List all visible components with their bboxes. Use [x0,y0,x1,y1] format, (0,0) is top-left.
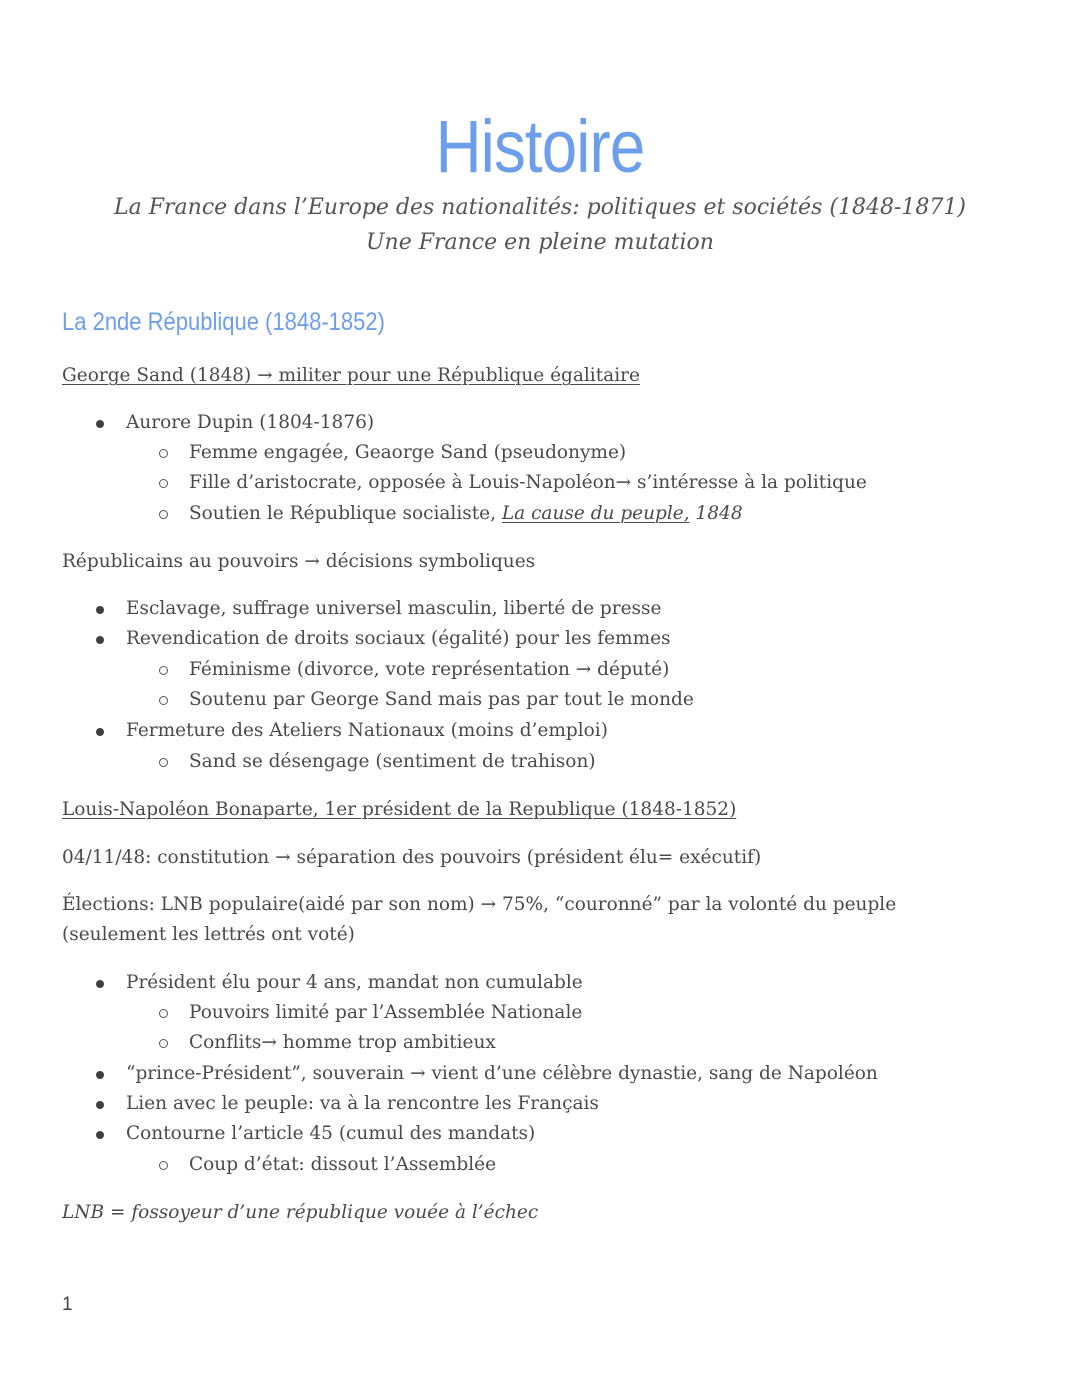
bullet-dot [96,606,104,614]
list-item: Femme engagée, Geaorge Sand (pseudonyme) [189,442,627,463]
document-title: Histoire [435,105,645,188]
sub-bullet-circle [159,449,168,458]
sub-bullet-circle [159,1009,168,1018]
bullet-dot [96,980,104,988]
bullet-dot [96,1131,104,1139]
subheading-republicains: Républicains au pouvoirs → décisions symboliques [62,551,536,572]
list-item: Président élu pour 4 ans, mandat non cumulable [126,972,583,993]
list-item: Fermeture des Ateliers Nationaux (moins d’emploi) [126,720,608,741]
section-heading: La 2nde République (1848-1852) [62,308,385,336]
sub-bullet-circle [159,1039,168,1048]
document-subtitle-secondary: Une France en pleine mutation [366,230,714,255]
subheading-george-sand: George Sand (1848) → militer pour une République égalitaire [62,365,640,386]
document-subtitle: La France dans l’Europe des nationalités: politiques et sociétés (1848-1871) [114,195,966,220]
list-item: Esclavage, suffrage universel masculin, liberté de presse [126,598,662,619]
sub-bullet-circle [159,666,168,675]
page-number: 1 [62,1294,73,1315]
sub-bullet-circle [159,758,168,767]
list-item: Contourne l’article 45 (cumul des mandats) [126,1123,536,1144]
bullet-dot [96,636,104,644]
list-item: Coup d’état: dissout l’Assemblée [189,1154,497,1175]
work-title: La cause du peuple, [501,503,690,524]
sub-bullet-circle [159,696,168,705]
list-item: Conflits→ homme trop ambitieux [189,1032,496,1053]
sub-bullet-circle [159,510,168,519]
list-item-text: Soutien le République socialiste, [189,503,502,524]
subheading-lnb: Louis-Napoléon Bonaparte, 1er président de la Republique (1848-1852) [62,799,737,820]
list-item: Revendication de droits sociaux (égalité) pour les femmes [126,628,671,649]
sub-bullet-circle [159,1161,168,1170]
bullet-dot [96,420,104,428]
list-item: “prince-Président”, souverain → vient d’une célèbre dynastie, sang de Napoléon [126,1063,878,1084]
paragraph-elections: Élections: LNB populaire(aidé par son nom) → 75%, “couronné” par la volonté du peuple (seulement les lettrés ont voté) [62,894,897,945]
bullet-dot [96,728,104,736]
bullet-dot [96,1071,104,1079]
list-item [189,499,743,529]
paragraph-constitution: 04/11/48: constitution → séparation des pouvoirs (président élu= exécutif) [62,847,762,868]
list-item: Pouvoirs limité par l’Assemblée Nationale [189,1002,583,1023]
list-item: Aurore Dupin (1804-1876) [126,412,375,433]
work-year: 1848 [689,503,743,524]
list-item: Féminisme (divorce, vote représentation → député) [189,659,670,680]
bullet-dot [96,1101,104,1109]
list-item: Sand se désengage (sentiment de trahison) [189,751,596,772]
list-item: Lien avec le peuple: va à la rencontre les Français [126,1093,599,1114]
conclusion: LNB = fossoyeur d’une république vouée à l’échec [62,1202,539,1223]
sub-bullet-circle [159,479,168,488]
list-item: Soutenu par George Sand mais pas par tout le monde [189,689,694,710]
list-item: Fille d’aristocrate, opposée à Louis-Napoléon→ s’intéresse à la politique [189,472,867,493]
